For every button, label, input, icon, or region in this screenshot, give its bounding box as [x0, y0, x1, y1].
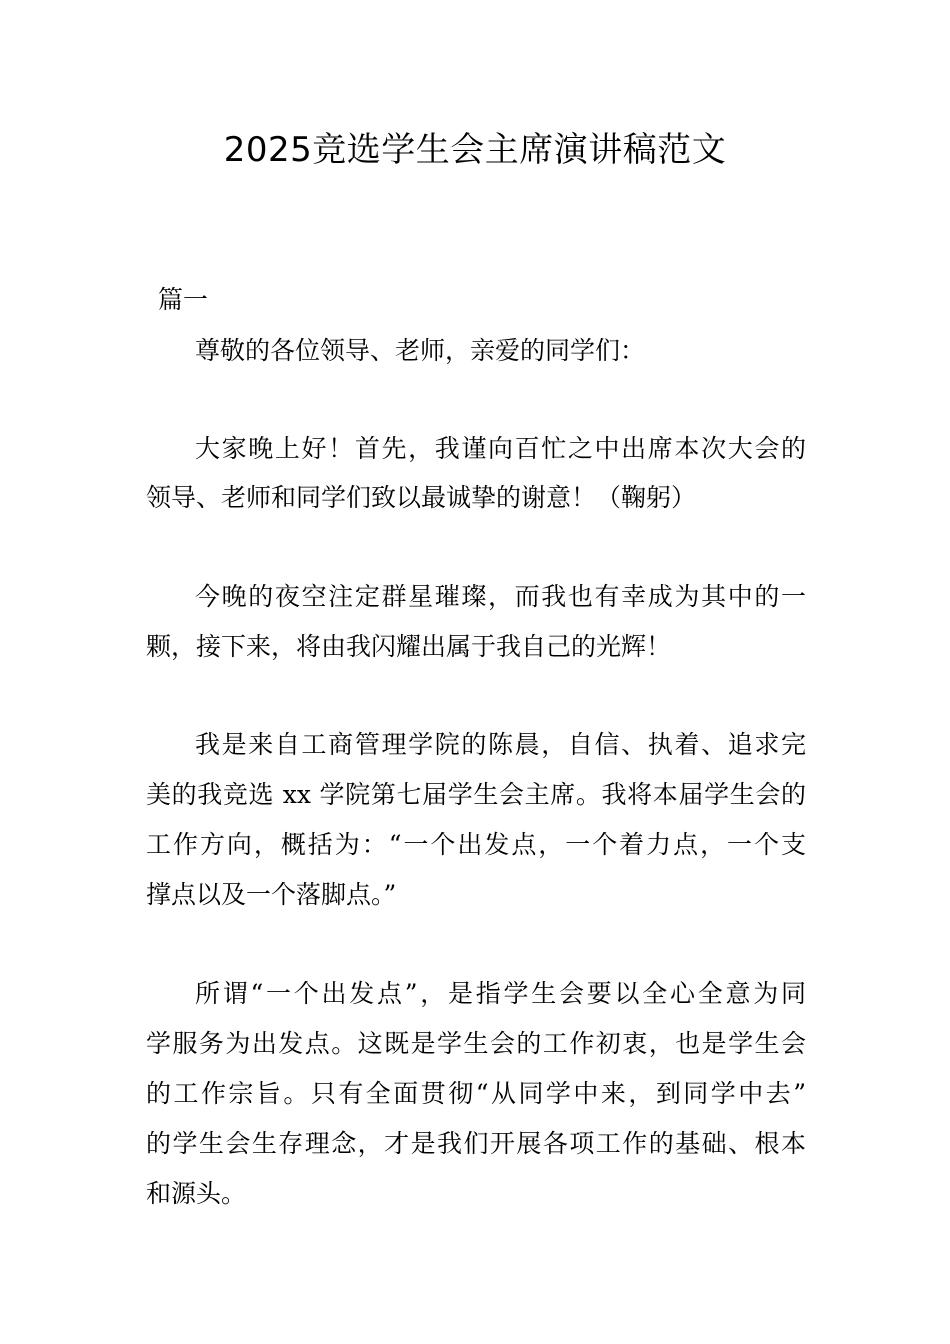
paragraph-3-line-1: 今晚的夜空注定群星璀璨，而我也有幸成为其中的一 — [195, 582, 806, 611]
paragraph-5-line-4: 的学生会生存理念，才是我们开展各项工作的基础、根本 — [146, 1129, 806, 1158]
paragraph-2-line-2: 领导、老师和同学们致以最诚挚的谢意！（鞠躬） — [146, 483, 697, 512]
document-title: 2025竞选学生会主席演讲稿范文 — [223, 130, 727, 170]
paragraph-1-line-1: 尊敬的各位领导、老师，亲爱的同学们： — [195, 336, 646, 365]
paragraph-5-line-1: 所谓“一个出发点”，是指学生会要以全心全意为同 — [195, 979, 806, 1008]
paragraph-4-line-2: 美的我竞选 xx 学院第七届学生会主席。我将本届学生会的 — [146, 780, 806, 809]
paragraph-4-line-4: 撑点以及一个落脚点。” — [146, 880, 397, 909]
paragraph-4-line-3: 工作方向，概括为：“一个出发点，一个着力点，一个支 — [146, 830, 806, 859]
paragraph-3-line-2: 颗，接下来，将由我闪耀出属于我自己的光辉！ — [146, 632, 672, 661]
paragraph-5-line-2: 学服务为出发点。这既是学生会的工作初衷，也是学生会 — [146, 1029, 806, 1058]
paragraph-5-line-5: 和源头。 — [146, 1179, 247, 1208]
paragraph-4-line-1: 我是来自工商管理学院的陈晨，自信、执着、追求完 — [195, 730, 806, 759]
paragraph-5-line-3: 的工作宗旨。只有全面贯彻“从同学中来，到同学中去” — [146, 1079, 806, 1108]
section-label: 篇一 — [158, 285, 209, 314]
paragraph-2-line-1: 大家晚上好！首先，我谨向百忙之中出席本次大会的 — [195, 434, 806, 463]
